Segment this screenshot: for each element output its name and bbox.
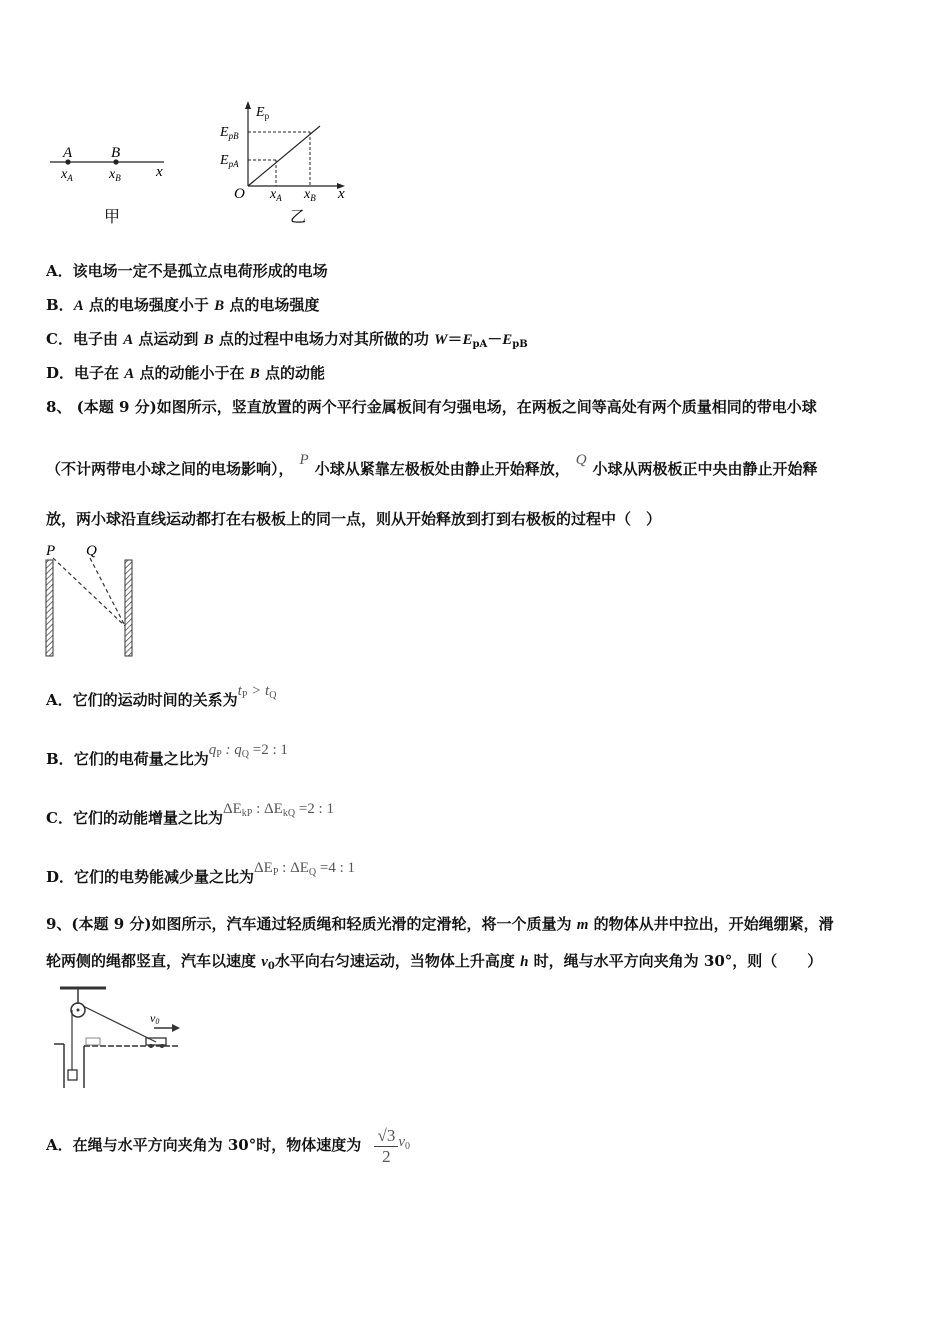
q7-option-d: D．电子在 A 点的动能小于在 B 点的动能 xyxy=(46,364,325,382)
q7-option-a: A．该电场一定不是孤立点电荷形成的电场 xyxy=(46,262,328,280)
caption-jia: 甲 xyxy=(104,209,121,226)
figure-pulley xyxy=(50,984,190,1092)
path-q xyxy=(90,558,125,626)
object-block xyxy=(68,1070,77,1080)
fig-label-q: Q xyxy=(86,543,97,559)
q8-stem-line1: 8、 (本题 9 分)如图所示，竖直放置的两个平行金属板间有匀强电场，在两板之间等高处有两个质量相同的带电小球 xyxy=(46,398,817,416)
velocity-arrow-head xyxy=(172,1024,180,1032)
q8-option-a: A．它们的运动时间的关系为$t_P > t_Q$ xyxy=(46,683,277,709)
figure-plates xyxy=(40,540,140,660)
fraction-sqrt3-over-2: $\frac{√3}{2}$ xyxy=(374,1126,398,1167)
q8-stem-line3: 放，两小球沿直线运动都打在右极板上的同一点，则从开始释放到打到右极板的过程中（ ） xyxy=(46,510,662,528)
q7-option-c: C．电子由 A 点运动到 B 点的过程中电场力对其所做的功 $W=E_{pA}-E_{pB}$ xyxy=(46,330,528,350)
axis-x-label: x xyxy=(338,186,345,202)
tick-xa: $x_A$ xyxy=(61,167,73,183)
y-axis-label: $E_p$ xyxy=(256,105,270,121)
caption-yi: 乙 xyxy=(290,209,307,226)
epb-label: $E_{pB}$ xyxy=(220,125,239,141)
q9-stem-line1: 9、(本题 9 分)如图所示，汽车通过轻质绳和轻质光滑的定滑轮，将一个质量为 m 的物体从井中拉出，开始绳绷紧，滑 xyxy=(46,915,834,933)
right-plate xyxy=(125,560,132,656)
ep-line xyxy=(248,126,320,186)
q8-option-b: B．它们的电荷量之比为$q_P$ : $q_Q =2$ : 1 xyxy=(46,742,288,768)
car-left xyxy=(86,1038,100,1045)
q7-option-b: B．A 点的电场强度小于 B 点的电场强度 xyxy=(46,296,320,314)
xa-label: $x_A$ xyxy=(270,187,282,203)
q9-option-a: A．在绳与水平方向夹角为 30°时，物体速度为 $\frac{√3}{2}$ $v_0$ xyxy=(46,1125,410,1166)
y-axis-arrow xyxy=(245,101,251,109)
rope-inclined xyxy=(83,1006,156,1042)
label-a: A xyxy=(63,145,73,161)
figure-jia xyxy=(46,140,176,230)
fig-label-p: P xyxy=(46,543,56,559)
origin-label: O xyxy=(234,186,245,202)
q8-stem-line2: （不计两带电小球之间的电场影响）， P 小球从紧靠左极板处由静止开始释放， Q 小球从两极板正中央由静止开始释 xyxy=(46,452,818,478)
q8-option-d: D．它们的电势能减少量之比为$\Delta E_P$ : $\Delta E_Q =4$ : 1 xyxy=(46,860,356,886)
q9-stem-line2: 轮两侧的绳都竖直，汽车以速度 $v_0$水平向右匀速运动，当物体上升高度 h 时，绳与水平方向夹角为 30°，则（ ） xyxy=(46,952,823,972)
tick-xb: $x_B$ xyxy=(109,167,121,183)
velocity-label: v0 xyxy=(150,1011,160,1026)
car-wheel xyxy=(160,1044,164,1048)
car-wheel xyxy=(149,1044,153,1048)
q8-option-c: C．它们的动能增量之比为$\Delta E_{kP}$ : $\Delta E_{kQ} =2$ : 1 xyxy=(46,801,334,827)
left-plate xyxy=(46,560,53,656)
label-b: B xyxy=(111,145,121,161)
xb-label: $x_B$ xyxy=(304,187,316,203)
epa-label: $E_{pA}$ xyxy=(220,153,239,169)
figure-yi xyxy=(218,98,358,230)
axis-x-label: x xyxy=(156,164,163,180)
pulley-axle xyxy=(77,1009,80,1012)
path-p xyxy=(53,558,125,626)
